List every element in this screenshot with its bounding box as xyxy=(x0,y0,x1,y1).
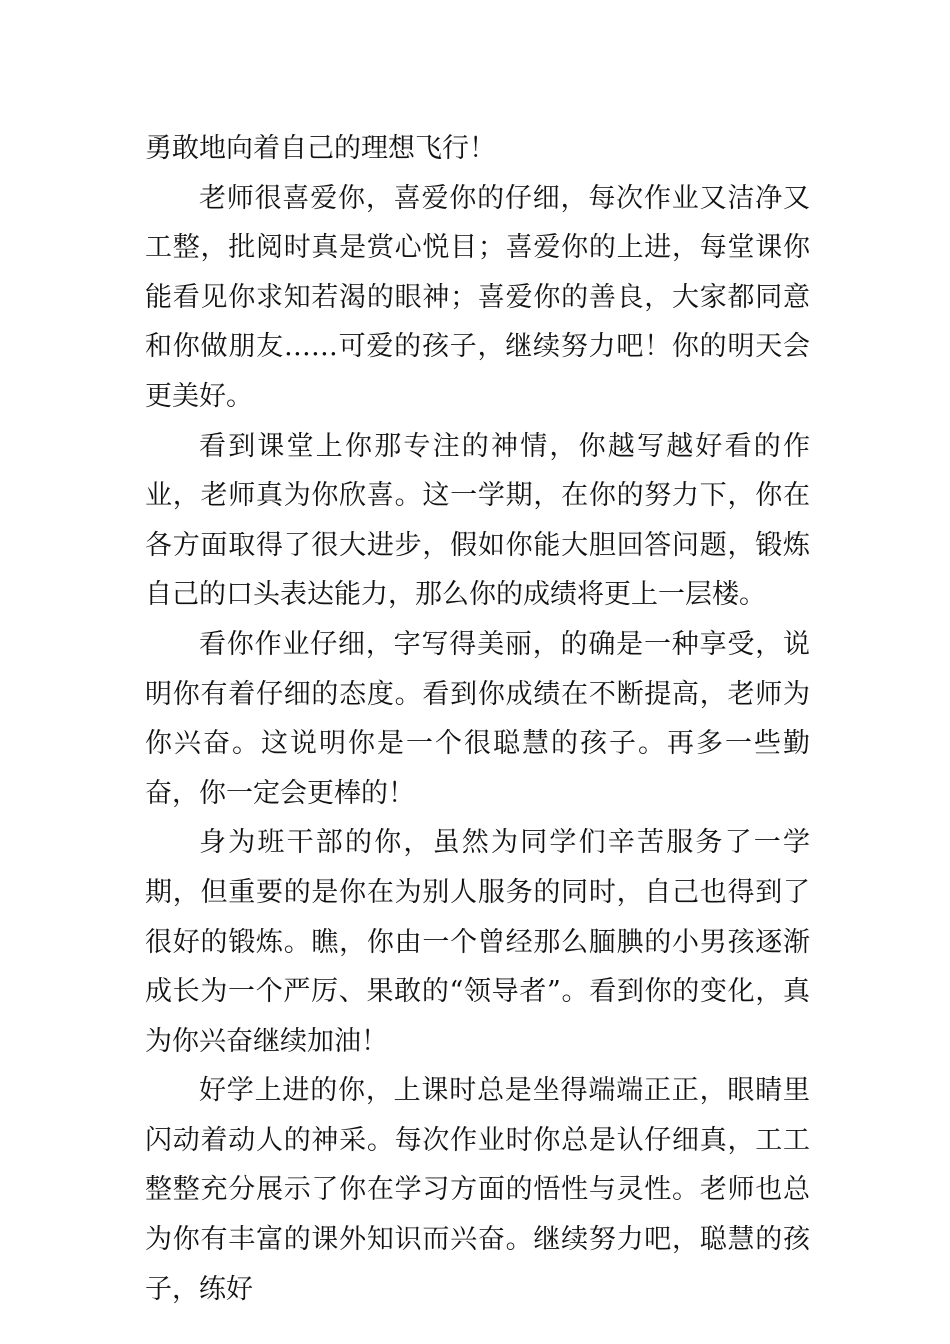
paragraph: 看到课堂上你那专注的神情，你越写越好看的作业，老师真为你欣喜。这一学期，在你的努力下，你在各方面取得了很大进步，假如你能大胆回答问题，锻炼自己的口头表达能力，那么你的成绩将更上一层楼。 xyxy=(145,430,810,611)
paragraph: 好学上进的你，上课时总是坐得端端正正，眼睛里闪动着动人的神采。每次作业时你总是认仔细真，工工整整充分展示了你在学习方面的悟性与灵性。老师也总为你有丰富的课外知识而兴奋。继续努力吧，聪慧的孩子，练好 xyxy=(145,1075,810,1305)
paragraph: 老师很喜爱你，喜爱你的仔细，每次作业又洁净又工整，批阅时真是赏心悦目；喜爱你的上进，每堂课你能看见你求知若渴的眼神；喜爱你的善良，大家都同意和你做朋友……可爱的孩子，继续努力吧！你的明天会更美好。 xyxy=(145,182,810,412)
paragraph: 看你作业仔细，字写得美丽，的确是一种享受，说明你有着仔细的态度。看到你成绩在不断提高，老师为你兴奋。这说明你是一个很聪慧的孩子。再多一些勤奋，你一定会更棒的！ xyxy=(145,628,810,809)
document-body xyxy=(145,124,810,1314)
paragraph-continuation: 勇敢地向着自己的理想飞行！ xyxy=(145,133,496,164)
paragraph: 身为班干部的你，虽然为同学们辛苦服务了一学期，但重要的是你在为别人服务的同时，自己也得到了很好的锻炼。瞧，你由一个曾经那么腼腆的小男孩逐渐成长为一个严厉、果敢的“领导者”。看到你的变化，真为你兴奋继续加油！ xyxy=(145,827,810,1057)
